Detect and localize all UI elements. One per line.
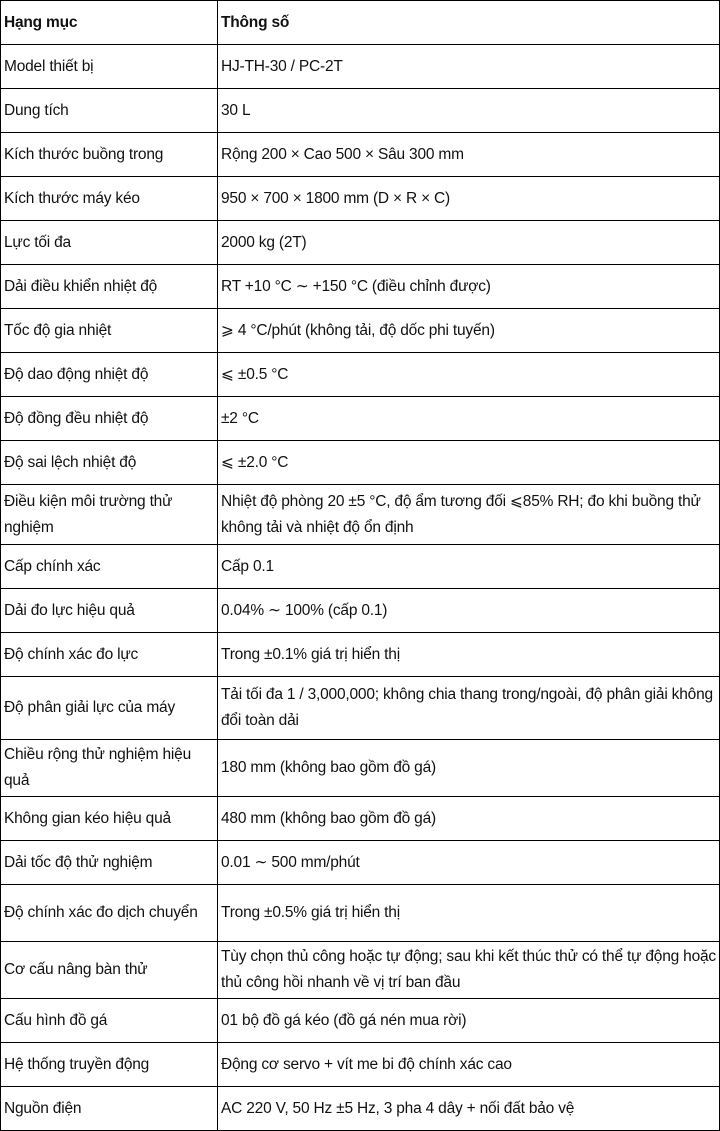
row-item: Cấp chính xác (1, 545, 218, 589)
row-spec: 01 bộ đồ gá kéo (đồ gá nén mua rời) (218, 999, 720, 1043)
row-spec: 30 L (218, 89, 720, 133)
table-row (1, 589, 720, 633)
row-item: Độ sai lệch nhiệt độ (1, 441, 218, 485)
table-row (1, 221, 720, 265)
row-item: Độ chính xác đo dịch chuyển (1, 885, 218, 942)
table-row (1, 942, 720, 999)
row-spec: Trong ±0.1% giá trị hiển thị (218, 633, 720, 677)
header-item: Hạng mục (1, 1, 218, 45)
table-row (1, 841, 720, 885)
row-item: Lực tối đa (1, 221, 218, 265)
table-row (1, 797, 720, 841)
row-spec: HJ-TH-30 / PC-2T (218, 45, 720, 89)
row-spec: 0.04% ∼ 100% (cấp 0.1) (218, 589, 720, 633)
row-spec: AC 220 V, 50 Hz ±5 Hz, 3 pha 4 dây + nối đất bảo vệ (218, 1087, 720, 1131)
row-item: Dải điều khiển nhiệt độ (1, 265, 218, 309)
row-item: Dải tốc độ thử nghiệm (1, 841, 218, 885)
row-spec: 2000 kg (2T) (218, 221, 720, 265)
table-header-row (1, 1, 720, 45)
table-row (1, 177, 720, 221)
table-row (1, 1087, 720, 1131)
row-spec: RT +10 °C ∼ +150 °C (điều chỉnh được) (218, 265, 720, 309)
row-spec: Nhiệt độ phòng 20 ±5 °C, độ ẩm tương đối ⩽85% RH; đo khi buồng thử không tải và nhiệt độ ổn định (218, 485, 720, 545)
row-spec: 180 mm (không bao gồm đồ gá) (218, 740, 720, 797)
table-row (1, 1043, 720, 1087)
row-item: Dung tích (1, 89, 218, 133)
row-spec: ⩾ 4 °C/phút (không tải, độ dốc phi tuyến) (218, 309, 720, 353)
row-spec: Động cơ servo + vít me bi độ chính xác cao (218, 1043, 720, 1087)
row-spec: 0.01 ∼ 500 mm/phút (218, 841, 720, 885)
table-row (1, 485, 720, 545)
row-item: Tốc độ gia nhiệt (1, 309, 218, 353)
row-item: Độ dao động nhiệt độ (1, 353, 218, 397)
table-row (1, 441, 720, 485)
table-row (1, 133, 720, 177)
row-spec: Tải tối đa 1 / 3,000,000; không chia thang trong/ngoài, độ phân giải không đổi toàn dải (218, 677, 720, 740)
row-spec: Rộng 200 × Cao 500 × Sâu 300 mm (218, 133, 720, 177)
row-item: Kích thước máy kéo (1, 177, 218, 221)
row-item: Hệ thống truyền động (1, 1043, 218, 1087)
table-row (1, 999, 720, 1043)
table-row (1, 45, 720, 89)
row-spec: 480 mm (không bao gồm đồ gá) (218, 797, 720, 841)
table-row (1, 397, 720, 441)
row-item: Điều kiện môi trường thử nghiệm (1, 485, 218, 545)
row-item: Model thiết bị (1, 45, 218, 89)
row-item: Độ đồng đều nhiệt độ (1, 397, 218, 441)
table-row (1, 353, 720, 397)
table-row (1, 677, 720, 740)
table-row (1, 89, 720, 133)
row-item: Cơ cấu nâng bàn thử (1, 942, 218, 999)
row-spec: ⩽ ±0.5 °C (218, 353, 720, 397)
row-item: Dải đo lực hiệu quả (1, 589, 218, 633)
row-item: Chiều rộng thử nghiệm hiệu quả (1, 740, 218, 797)
row-item: Kích thước buồng trong (1, 133, 218, 177)
row-item: Độ phân giải lực của máy (1, 677, 218, 740)
table-row (1, 885, 720, 942)
row-spec: Cấp 0.1 (218, 545, 720, 589)
row-spec: Trong ±0.5% giá trị hiển thị (218, 885, 720, 942)
table-row (1, 633, 720, 677)
row-item: Cấu hình đồ gá (1, 999, 218, 1043)
row-spec: 950 × 700 × 1800 mm (D × R × C) (218, 177, 720, 221)
header-spec: Thông số (218, 1, 720, 45)
table-row (1, 265, 720, 309)
row-item: Nguồn điện (1, 1087, 218, 1131)
row-spec: ±2 °C (218, 397, 720, 441)
row-spec: ⩽ ±2.0 °C (218, 441, 720, 485)
table-row (1, 309, 720, 353)
table-row (1, 740, 720, 797)
row-item: Độ chính xác đo lực (1, 633, 218, 677)
row-item: Không gian kéo hiệu quả (1, 797, 218, 841)
row-spec: Tùy chọn thủ công hoặc tự động; sau khi kết thúc thử có thể tự động hoặc thủ công hồi nhanh về vị trí ban đầu (218, 942, 720, 999)
table-row (1, 545, 720, 589)
